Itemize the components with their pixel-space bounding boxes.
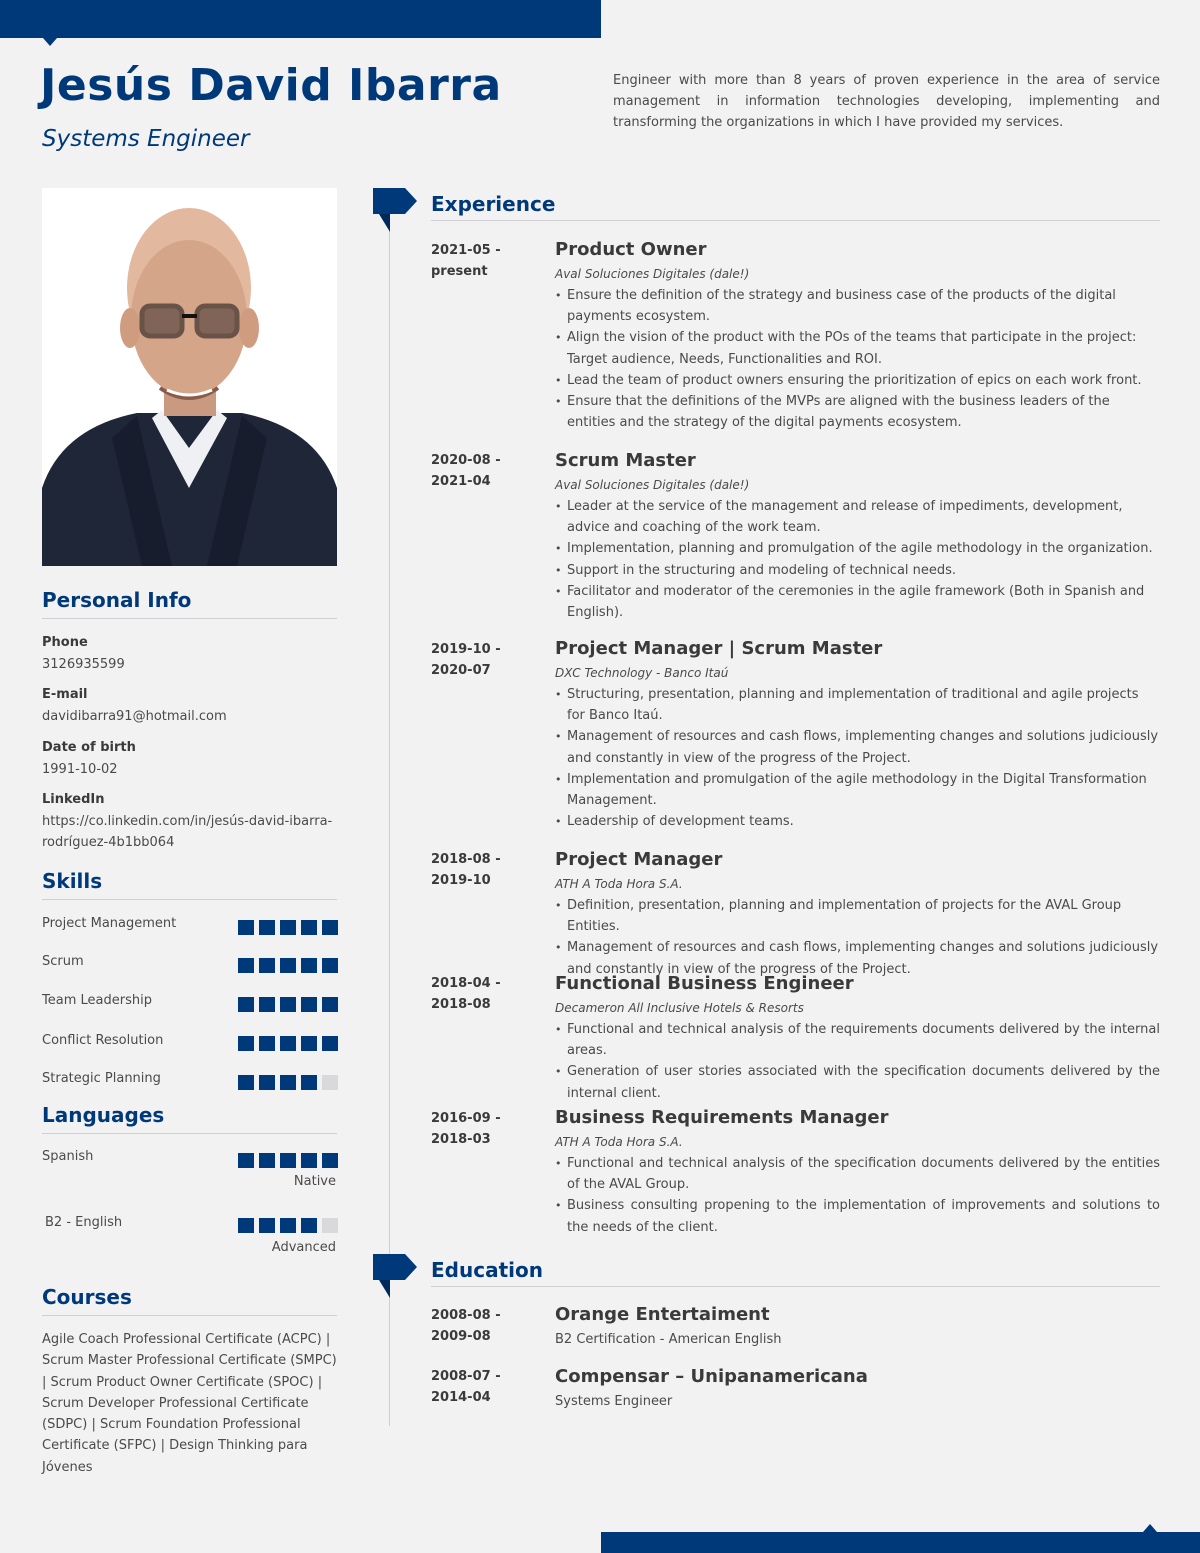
date-end: 2014-04 — [431, 1390, 491, 1405]
education-entry — [555, 1366, 1160, 1412]
date-start: 2018-04 - — [431, 976, 501, 991]
job-bullet: • Structuring, presentation, planning and implementation of traditional and agile projects for Banco Itaú. — [555, 684, 1160, 726]
rating-square-filled — [259, 1153, 275, 1168]
courses-heading: Courses — [42, 1285, 337, 1316]
date-start: 2018-08 - — [431, 852, 501, 867]
personal-info-heading: Personal Info — [42, 588, 337, 619]
job-bullet: • Functional and technical analysis of the specification documents delivered by the entities of the AVAL Group. — [555, 1153, 1160, 1195]
language-name: Spanish — [42, 1149, 94, 1164]
phone-label: Phone — [42, 635, 88, 650]
email-value[interactable]: davidibarra91@hotmail.com — [42, 709, 227, 724]
bottom-accent-notch — [1143, 1524, 1157, 1532]
date-start: 2020-08 - — [431, 453, 501, 468]
job-bullet: • Definition, presentation, planning and implementation of projects for the AVAL Group Entities. — [555, 895, 1160, 937]
job-entry — [555, 849, 1160, 980]
education-detail: B2 Certification - American English — [555, 1332, 782, 1347]
language-rating — [238, 1218, 338, 1233]
education-entry — [555, 1304, 1160, 1350]
job-bullet: • Lead the team of product owners ensuring the prioritization of epics on each work front. — [555, 370, 1160, 391]
rating-square-filled — [259, 958, 275, 973]
job-position: Project Manager | Scrum Master — [555, 638, 883, 659]
job-company: ATH A Toda Hora S.A. — [555, 1135, 683, 1149]
date-start: 2021-05 - — [431, 243, 501, 258]
linkedin-label: LinkedIn — [42, 792, 105, 807]
skill-name: Strategic Planning — [42, 1071, 161, 1086]
date-start: 2008-08 - — [431, 1308, 501, 1323]
rating-square-filled — [259, 997, 275, 1012]
rating-square-filled — [238, 1075, 254, 1090]
rating-square-filled — [238, 958, 254, 973]
job-bullet: • Ensure the definition of the strategy and business case of the products of the digital payments ecosystem. — [555, 285, 1160, 327]
education-detail: Systems Engineer — [555, 1394, 673, 1409]
rating-square-filled — [322, 1036, 338, 1051]
rating-square-filled — [238, 920, 254, 935]
linkedin-link[interactable]: https://co.linkedin.com/in/jesús-david-ibarra-rodríguez-4b1bb064 — [42, 814, 333, 850]
rating-square-filled — [301, 1075, 317, 1090]
rating-square-filled — [301, 1218, 317, 1233]
job-company: Decameron All Inclusive Hotels & Resorts — [555, 1001, 804, 1015]
job-bullet: • Management of resources and cash flows, implementing changes and solutions judiciously and constantly in view of the progress of the Project. — [555, 726, 1160, 768]
education-institution: Orange Entertaiment — [555, 1304, 770, 1325]
dob-value: 1991-10-02 — [42, 762, 118, 777]
job-position: Scrum Master — [555, 450, 696, 471]
date-end: 2019-10 — [431, 873, 491, 888]
date-end: 2009-08 — [431, 1329, 491, 1344]
rating-square-filled — [301, 997, 317, 1012]
date-end: 2018-08 — [431, 997, 491, 1012]
bottom-accent-bar — [601, 1532, 1200, 1553]
education-institution: Compensar – Unipanamericana — [555, 1366, 868, 1387]
rating-square-filled — [259, 1218, 275, 1233]
job-bullet: • Facilitator and moderator of the ceremonies in the agile framework (Both in Spanish and English). — [555, 581, 1160, 623]
job-bullet: • Implementation, planning and promulgation of the agile methodology in the organization. — [555, 538, 1160, 559]
language-rating — [238, 1153, 338, 1168]
rating-square-filled — [322, 997, 338, 1012]
job-company: Aval Soluciones Digitales (dale!) — [555, 267, 750, 281]
job-position: Project Manager — [555, 849, 723, 870]
job-date — [431, 1108, 541, 1150]
rating-square-filled — [280, 920, 296, 935]
rating-square-filled — [280, 1218, 296, 1233]
rating-square-filled — [280, 1153, 296, 1168]
job-bullet: • Implementation and promulgation of the agile methodology in the Digital Transformation Management. — [555, 769, 1160, 811]
education-date — [431, 1305, 541, 1347]
job-company: ATH A Toda Hora S.A. — [555, 877, 683, 891]
rating-square-filled — [259, 920, 275, 935]
job-position: Business Requirements Manager — [555, 1107, 889, 1128]
section-flag-icon — [373, 1254, 417, 1298]
job-title: Systems Engineer — [42, 126, 250, 152]
job-company: Aval Soluciones Digitales (dale!) — [555, 478, 750, 492]
rating-square-filled — [238, 1153, 254, 1168]
job-bullet: • Business consulting propening to the implementation of improvements and solutions to the needs of the client. — [555, 1195, 1160, 1237]
skill-name: Conflict Resolution — [42, 1033, 164, 1048]
job-bullet: • Functional and technical analysis of the requirements documents delivered by the internal areas. — [555, 1019, 1160, 1061]
language-name: B2 - English — [45, 1215, 123, 1230]
date-end: present — [431, 264, 488, 279]
rating-square-filled — [238, 1218, 254, 1233]
date-start: 2019-10 - — [431, 642, 501, 657]
timeline-line — [389, 230, 390, 1426]
experience-heading: Experience — [431, 192, 1160, 221]
job-date — [431, 639, 541, 681]
rating-square-filled — [322, 958, 338, 973]
skill-rating — [238, 920, 338, 935]
job-bullet: • Generation of user stories associated with the specification documents delivered by the internal client. — [555, 1061, 1160, 1103]
profile-summary: Engineer with more than 8 years of proven experience in the area of service management in information technologies developing, implementing and transforming the organizations in which I have provided my services. — [613, 73, 1160, 130]
job-position: Functional Business Engineer — [555, 973, 854, 994]
rating-square-filled — [322, 1153, 338, 1168]
rating-square-filled — [301, 920, 317, 935]
rating-square-filled — [301, 958, 317, 973]
job-bullet: • Align the vision of the product with the POs of the teams that participate in the project: Target audience, Needs, Functionalities and ROI. — [555, 327, 1160, 369]
skill-rating — [238, 1036, 338, 1051]
skill-rating — [238, 958, 338, 973]
skill-rating — [238, 1075, 338, 1090]
language-level: Native — [293, 1174, 336, 1189]
job-entry — [555, 638, 1160, 832]
date-start: 2008-07 - — [431, 1369, 501, 1384]
job-bullet: • Support in the structuring and modeling of technical needs. — [555, 560, 1160, 581]
date-end: 2018-03 — [431, 1132, 491, 1147]
rating-square-filled — [301, 1153, 317, 1168]
job-position: Product Owner — [555, 239, 707, 260]
job-bullet: • Ensure that the definitions of the MVPs are aligned with the business leaders of the entities and the strategy of the digital payments ecosystem. — [555, 391, 1160, 433]
phone-value: 3126935599 — [42, 657, 125, 672]
rating-square-filled — [238, 1036, 254, 1051]
person-name: Jesús David Ibarra — [40, 60, 502, 111]
rating-square-empty — [322, 1075, 338, 1090]
education-date — [431, 1366, 541, 1408]
rating-square-filled — [301, 1036, 317, 1051]
date-end: 2021-04 — [431, 474, 491, 489]
job-date — [431, 450, 541, 492]
rating-square-filled — [280, 1036, 296, 1051]
top-accent-notch — [43, 38, 57, 46]
rating-square-filled — [280, 1075, 296, 1090]
rating-square-empty — [322, 1218, 338, 1233]
rating-square-filled — [259, 1036, 275, 1051]
rating-square-filled — [280, 997, 296, 1012]
languages-heading: Languages — [42, 1103, 337, 1134]
job-bullet: • Leadership of development teams. — [555, 811, 1160, 832]
job-entry — [555, 450, 1160, 623]
rating-square-filled — [280, 958, 296, 973]
language-level: Advanced — [271, 1240, 336, 1255]
job-company: DXC Technology - Banco Itaú — [555, 666, 729, 680]
top-accent-bar — [0, 0, 601, 38]
job-date — [431, 973, 541, 1015]
job-date — [431, 240, 541, 282]
job-bullet: • Management of resources and cash flows, implementing changes and solutions judiciously and constantly in view of the progress of the Project. — [555, 937, 1160, 979]
section-flag-icon — [373, 188, 417, 232]
profile-photo — [42, 188, 337, 566]
skill-name: Scrum — [42, 954, 84, 969]
rating-square-filled — [322, 920, 338, 935]
skills-heading: Skills — [42, 869, 337, 900]
date-start: 2016-09 - — [431, 1111, 501, 1126]
job-bullet: • Leader at the service of the management and release of impediments, development, advice and coaching of the work team. — [555, 496, 1160, 538]
job-entry — [555, 973, 1160, 1104]
skill-rating — [238, 997, 338, 1012]
skill-name: Team Leadership — [42, 993, 152, 1008]
job-entry — [555, 239, 1160, 433]
rating-square-filled — [259, 1075, 275, 1090]
education-heading: Education — [431, 1258, 1160, 1287]
dob-label: Date of birth — [42, 740, 136, 755]
skill-name: Project Management — [42, 916, 177, 931]
courses-list: Agile Coach Professional Certificate (ACPC) | Scrum Master Professional Certificate (SMPC) | Scrum Product Owner Certificate (SPOC) | Scrum Developer Professional Certificate (SDPC) | Scrum Foundation Professional Certificate (SFPC) | Design Thinking para Jóvenes — [42, 1332, 337, 1475]
job-date — [431, 849, 541, 891]
rating-square-filled — [238, 997, 254, 1012]
email-label: E-mail — [42, 687, 88, 702]
portrait-illustration — [42, 188, 337, 566]
date-end: 2020-07 — [431, 663, 491, 678]
job-entry — [555, 1107, 1160, 1238]
